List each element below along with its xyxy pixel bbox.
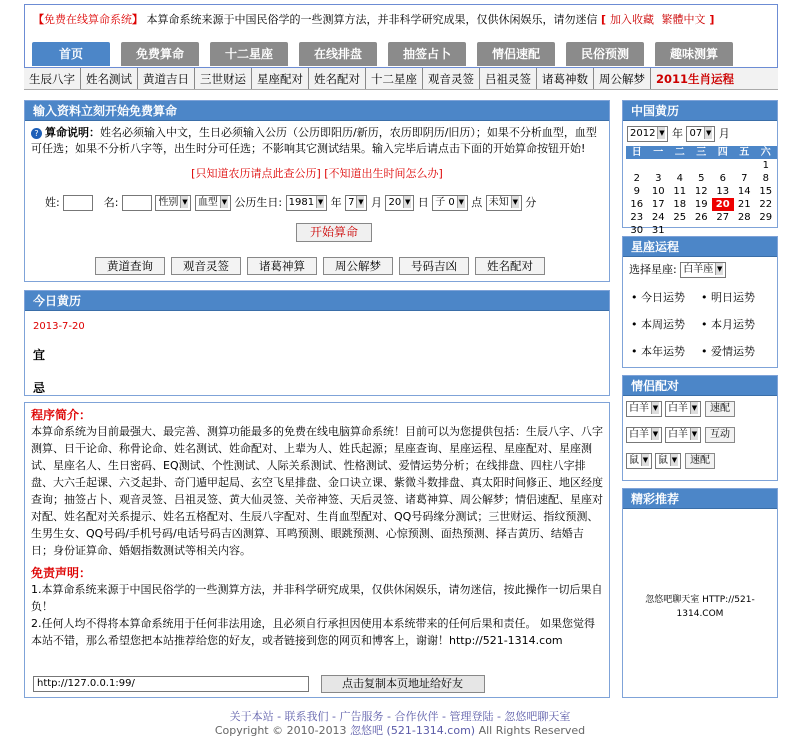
calendar-day[interactable]: 30 — [630, 225, 644, 236]
calendar-day[interactable]: 28 — [737, 212, 751, 223]
calendar-day[interactable]: 11 — [673, 186, 687, 197]
almanac-suitable: 宜 — [33, 348, 46, 362]
calendar-day — [648, 159, 670, 172]
calendar-week — [626, 211, 777, 224]
weekday-5: 五 — [734, 146, 756, 159]
dropdown-arrow-icon: ▼ — [659, 129, 665, 137]
copyright-text: Copyright © 2010-2013 — [214, 724, 347, 737]
couple-match-button[interactable]: 互动 — [705, 427, 735, 443]
almanac-title: 今日黄历 — [25, 291, 609, 311]
weekday-1: 一 — [648, 146, 670, 159]
tool-button-5[interactable]: 姓名配对 — [475, 257, 545, 275]
couple-match-rows — [623, 396, 777, 474]
couple-a-select[interactable]: 白羊 ▼ — [626, 427, 662, 443]
calendar-month-select[interactable]: 07 ▼ — [686, 126, 715, 142]
hour-select[interactable]: 子 0 ▼ — [432, 195, 468, 211]
recommend-link[interactable]: 忽悠吧聊天室 HTTP://521-1314.COM — [645, 595, 755, 619]
calendar-day[interactable]: 22 — [759, 199, 773, 210]
minute-select[interactable]: 未知 ▼ — [486, 195, 522, 211]
tab-7[interactable]: 趣味测算 — [655, 42, 733, 66]
weekday-header — [626, 146, 777, 159]
dropdown-arrow-icon: ▼ — [691, 430, 698, 438]
footer-links[interactable]: 关于本站 - 联系我们 - 广告服务 - 合作伙伴 - 管理登陆 - 忽悠吧聊天室 — [229, 710, 571, 723]
footer — [0, 710, 800, 738]
couple-match-title: 情侣配对 — [623, 376, 777, 396]
instructions-text: 姓名必须输入中文，生日必须输入公历（公历即阳历/新历，农历即阴历/旧历）；如果不分析血型，血型可任选；如果不分析八字等，出生时分可任选；不影响其它测试结果。输入完毕后请点击下面的开始算命按钮开始! — [31, 126, 597, 155]
birth-form — [25, 193, 609, 213]
calendar-day — [669, 159, 691, 172]
calendar-week — [626, 185, 777, 198]
birthday-label: 公历生日: — [234, 196, 283, 209]
calendar-day[interactable]: 23 — [630, 212, 644, 223]
calendar-day[interactable]: 21 — [737, 199, 751, 210]
zodiac-label: 选择星座: — [629, 263, 677, 276]
dropdown-arrow-icon: ▼ — [221, 198, 228, 206]
year-select[interactable]: 1981 ▼ — [286, 195, 327, 211]
tab-2[interactable]: 十二星座 — [210, 42, 288, 66]
calendar-grid — [626, 146, 777, 237]
hour-unit: 点 — [471, 196, 483, 209]
calendar-year-select[interactable]: 2012 ▼ — [627, 126, 668, 142]
calendar-day[interactable]: 31 — [651, 225, 665, 236]
surname-input[interactable] — [63, 195, 93, 211]
couple-row-0 — [623, 396, 777, 422]
dropdown-arrow-icon: ▼ — [458, 198, 464, 206]
couple-b-select[interactable]: 白羊 ▼ — [665, 401, 701, 417]
calendar-day[interactable]: 4 — [676, 173, 683, 184]
couple-row-2 — [623, 448, 777, 474]
calendar-week — [626, 198, 777, 211]
calendar-panel — [622, 100, 778, 236]
horoscope-title: 星座运程 — [623, 237, 777, 257]
start-fortune-button[interactable]: 开始算命 — [296, 223, 372, 242]
almanac-date: 2013-7-20 — [33, 321, 85, 332]
subnav-item-6[interactable]: 十二星座 — [366, 68, 423, 90]
tab-0[interactable]: 首页 — [32, 42, 110, 66]
tab-6[interactable]: 民俗预测 — [566, 42, 644, 66]
couple-a-select[interactable]: 鼠 ▼ — [626, 453, 652, 469]
calendar-day[interactable]: 13 — [716, 186, 730, 197]
couple-b-select[interactable]: 白羊 ▼ — [665, 427, 701, 443]
couple-match-panel — [622, 375, 778, 481]
site-name[interactable]: 免费在线算命系统 — [44, 13, 132, 26]
horoscope-link-2[interactable]: • 本周运势 — [631, 318, 685, 331]
tab-5[interactable]: 情侣速配 — [477, 42, 555, 66]
calendar-day — [712, 159, 734, 172]
disclaimer-1: 1.本算命系统来源于中国民俗学的一些测算方法，并非科学研究成果，仅供休闲娱乐，请勿迷信，按此操作一切后果自负！ — [31, 583, 603, 613]
dropdown-arrow-icon: ▼ — [652, 404, 659, 412]
month-unit: 月 — [370, 196, 382, 209]
recommend-title: 精彩推荐 — [623, 489, 777, 509]
calendar-day — [691, 159, 713, 172]
copy-url-button[interactable]: 点击复制本页地址给好友 — [321, 675, 485, 693]
year-unit: 年 — [330, 196, 342, 209]
zodiac-picker — [623, 257, 777, 278]
share-row — [33, 675, 485, 693]
top-notice: 【免费在线算命系统】 本算命系统来源于中国民俗学的一些测算方法，并非科学研究成果，仅供休闲娱乐，请勿迷信 [ 加入收藏 繁體中文 ] — [33, 13, 715, 26]
calendar-day[interactable]: 27 — [716, 212, 730, 223]
brand-link[interactable]: 忽悠吧 (521-1314.com) — [350, 724, 476, 737]
given-name-label: 名: — [103, 196, 119, 209]
calendar-day[interactable]: 26 — [694, 212, 708, 223]
tool-button-1[interactable]: 观音灵签 — [171, 257, 241, 275]
calendar-week — [626, 159, 777, 172]
dropdown-arrow-icon: ▼ — [317, 198, 324, 206]
calendar-day[interactable]: 12 — [694, 186, 708, 197]
dropdown-arrow-icon: ▼ — [717, 265, 723, 273]
subnav-item-1[interactable]: 姓名测试 — [81, 68, 138, 90]
subnav-item-7[interactable]: 观音灵签 — [423, 68, 480, 90]
calendar-day — [626, 159, 648, 172]
page-url-input[interactable]: http://127.0.0.1:99/ — [33, 676, 309, 692]
almanac-avoid: 忌 — [33, 381, 46, 395]
given-name-input[interactable] — [122, 195, 152, 211]
subnav-item-hot[interactable]: 2011生肖运程 — [656, 72, 735, 86]
calendar-day[interactable]: 2 — [633, 173, 640, 184]
calendar-day[interactable]: 6 — [719, 173, 726, 184]
question-icon: ? — [31, 128, 42, 139]
instructions — [25, 121, 609, 157]
gender-select[interactable]: 性别 ▼ — [155, 195, 191, 211]
sub-navigation — [24, 68, 778, 90]
weekday-3: 三 — [691, 146, 713, 159]
tool-button-4[interactable]: 号码吉凶 — [399, 257, 469, 275]
calendar-day[interactable]: 14 — [737, 186, 751, 197]
calendar-day[interactable]: 15 — [759, 186, 773, 197]
tool-button-2[interactable]: 诸葛神算 — [247, 257, 317, 275]
top-banner — [24, 4, 778, 68]
header — [24, 4, 778, 68]
calendar-day[interactable]: 19 — [694, 199, 708, 210]
calendar-week — [626, 172, 777, 185]
calendar-day — [734, 159, 756, 172]
dropdown-arrow-icon: ▼ — [182, 198, 188, 206]
input-panel-title: 输入资料立刻开始免费算命 — [25, 101, 609, 121]
calendar-day[interactable]: 18 — [673, 199, 687, 210]
calendar-day[interactable]: 9 — [633, 186, 640, 197]
calendar-controls — [623, 121, 777, 142]
tool-button-3[interactable]: 周公解梦 — [323, 257, 393, 275]
calendar-day[interactable]: 25 — [673, 212, 687, 223]
lunar-lookup-link[interactable]: [只知道农历请点此查公历] — [191, 167, 321, 180]
calendar-day[interactable]: 29 — [759, 212, 773, 223]
subnav-item-10[interactable]: 周公解梦 — [594, 68, 651, 90]
subnav-item-3[interactable]: 三世财运 — [195, 68, 252, 90]
disclaimer-title: 免责声明： — [31, 566, 92, 580]
weekday-0: 日 — [626, 146, 648, 159]
site-description: 本算命系统来源于中国民俗学的一些测算方法，并非科学研究成果，仅供休闲娱乐，请勿迷信 — [146, 13, 598, 26]
horoscope-link-4[interactable]: • 本年运势 — [631, 345, 685, 358]
calendar-day[interactable]: 20 — [712, 198, 734, 211]
blood-type-select[interactable]: 血型 ▼ — [195, 195, 231, 211]
subnav-item-9[interactable]: 诸葛神数 — [537, 68, 594, 90]
intro-text: 本算命系统为目前最强大、最完善、测算功能最多的免费在线电脑算命系统！目前可以为您提供包括：生辰八字、八字测算、日干论命、称骨论命、姓名测试、姓命配对、上辈为人、姓氏起源；星座查询、星座运程、星座配对、星座测试、星座名人、生日密码、EQ测试、个性测试、人际关系测试、性格测试、爱情运势分析；在线排盘、四柱八字排盘、大六壬起课、六爻起卦、奇门遁甲起局、玄空飞星排盘、金口诀立课、紫微斗数排盘、真太阳时间修正、地区经度查询；抽签占卜、观音灵签、吕祖灵签、黄大仙灵签、关帝神签、天后灵签、诸葛神算、周公解梦；情侣速配、星座对对配、姓名配对关系提示、姓名五格配对、生辰八字配对、生肖血型配对、QQ号码缘分测试；三世财运、指纹预测、生男生女、QQ号码/手机号码/电话号码吉凶测算、耳鸣预测、眼跳预测、心惊预测、面热预测、择吉黄历、结婚吉日；身份证算命、婚姻指数测试等相关内容。 — [31, 425, 603, 557]
horoscope-link-3[interactable]: • 本月运势 — [701, 318, 755, 331]
tool-button-0[interactable]: 黄道查询 — [95, 257, 165, 275]
minute-unit: 分 — [525, 196, 537, 209]
calendar-day[interactable]: 5 — [698, 173, 705, 184]
blank-overlay — [338, 340, 456, 382]
calendar-day[interactable]: 1 — [762, 160, 769, 171]
zodiac-select[interactable]: 白羊座 ▼ — [680, 262, 726, 278]
calendar-title: 中国黄历 — [623, 101, 777, 121]
calendar-day[interactable]: 16 — [630, 199, 644, 210]
dropdown-arrow-icon: ▼ — [358, 198, 364, 206]
calendar-day[interactable]: 17 — [651, 199, 665, 210]
quick-tools — [95, 257, 551, 275]
dropdown-arrow-icon: ▼ — [512, 198, 518, 206]
copyright-line — [0, 724, 800, 738]
subnav-item-0[interactable]: 生辰八字 — [24, 68, 81, 90]
month-select[interactable]: 7 ▼ — [345, 195, 367, 211]
couple-row-1 — [623, 422, 777, 448]
calendar-month-unit: 月 — [718, 127, 730, 140]
horoscope-link-1[interactable]: • 明日运势 — [701, 291, 755, 304]
main-tabs — [32, 42, 744, 66]
calendar-day[interactable]: 8 — [762, 173, 769, 184]
tab-4[interactable]: 抽签占卜 — [388, 42, 466, 66]
calendar-day[interactable]: 24 — [651, 212, 665, 223]
calendar-day[interactable]: 3 — [655, 173, 662, 184]
tab-3[interactable]: 在线排盘 — [299, 42, 377, 66]
dropdown-arrow-icon: ▼ — [652, 430, 659, 438]
input-panel — [24, 100, 610, 282]
calendar-day[interactable]: 7 — [741, 173, 748, 184]
calendar-day[interactable]: 10 — [651, 186, 665, 197]
intro-panel — [24, 402, 610, 698]
weekday-6: 六 — [755, 146, 777, 159]
instructions-label: 算命说明： — [45, 126, 100, 139]
day-select[interactable]: 20 ▼ — [385, 195, 414, 211]
couple-b-select[interactable]: 鼠 ▼ — [655, 453, 681, 469]
horoscope-links — [623, 278, 777, 358]
subnav-item-8[interactable]: 吕祖灵签 — [480, 68, 537, 90]
calendar-year-unit: 年 — [671, 127, 683, 140]
subnav-item-2[interactable]: 黄道吉日 — [138, 68, 195, 90]
recommend-panel — [622, 488, 778, 698]
couple-a-select[interactable]: 白羊 ▼ — [626, 401, 662, 417]
bookmark-link[interactable]: 加入收藏 — [610, 13, 655, 26]
horoscope-link-5[interactable]: • 爱情运势 — [701, 345, 755, 358]
birth-time-help-link[interactable]: [不知道出生时间怎么办] — [324, 167, 443, 180]
weekday-4: 四 — [712, 146, 734, 159]
weekday-2: 二 — [669, 146, 691, 159]
almanac-panel — [24, 290, 610, 396]
couple-match-button[interactable]: 速配 — [705, 401, 735, 417]
subnav-item-5[interactable]: 姓名配对 — [309, 68, 366, 90]
day-unit: 日 — [417, 196, 429, 209]
horoscope-link-0[interactable]: • 今日运势 — [631, 291, 685, 304]
surname-label: 姓: — [45, 196, 60, 209]
tab-1[interactable]: 免费算命 — [121, 42, 199, 66]
dropdown-arrow-icon: ▼ — [671, 456, 678, 464]
dropdown-arrow-icon: ▼ — [691, 404, 698, 412]
horoscope-panel — [622, 236, 778, 368]
dropdown-arrow-icon: ▼ — [642, 456, 649, 464]
dropdown-arrow-icon: ▼ — [405, 198, 411, 206]
dropdown-arrow-icon: ▼ — [705, 129, 712, 137]
intro-title: 程序简介： — [31, 408, 92, 422]
trad-chinese-link[interactable]: 繁體中文 — [661, 13, 706, 26]
subnav-item-4[interactable]: 星座配对 — [252, 68, 309, 90]
rights-text: All Rights Reserved — [478, 724, 586, 737]
disclaimer-2: 2.任何人均不得将本算命系统用于任何非法用途，且必须自行承担因使用本系统带来的任何后果和责任。 如果您觉得本站不错，那么希望您把本站推荐给您的好友，或者链接到您的网页和博客上，谢谢！http://521-1314.com — [31, 617, 595, 647]
help-links — [25, 165, 609, 181]
couple-match-button[interactable]: 速配 — [685, 453, 715, 469]
